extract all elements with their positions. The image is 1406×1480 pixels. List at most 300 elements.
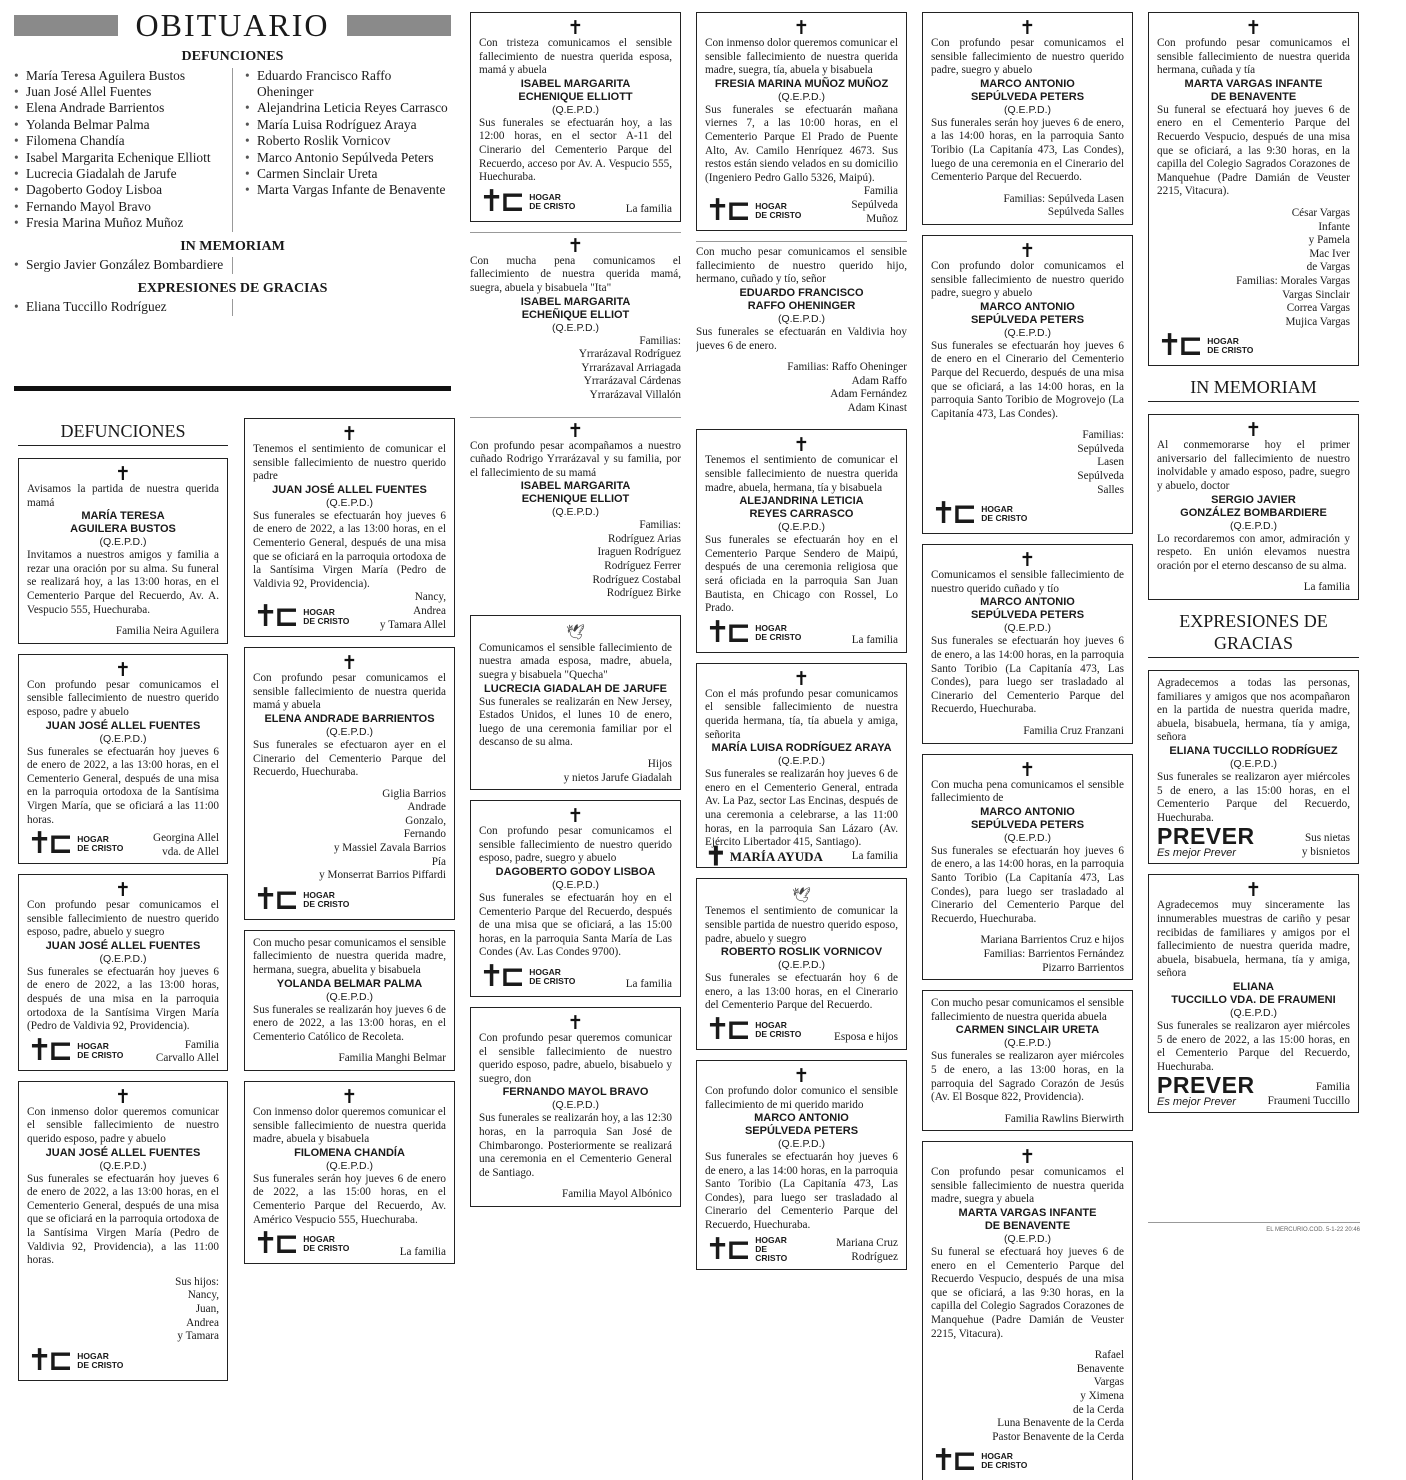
cross-icon: ✝ xyxy=(1019,239,1036,262)
index-item: • Dagoberto Godoy Lisboa xyxy=(14,182,232,198)
notice-intro: Con profundo pesar comunicamos el sensible fallecimiento de nuestro querido esposo, padre, abuelo y suegro xyxy=(27,899,219,939)
signature-line: Adam Raffo xyxy=(851,374,907,387)
deceased-name: AGUILERA BUSTOS xyxy=(70,523,176,536)
notice-intro: Con profundo pesar comunicamos el sensible fallecimiento de nuestra querida mamá y abuela xyxy=(253,672,446,712)
signature-line: Familias: Barrientos Fernández xyxy=(983,947,1124,960)
qepd-label: (Q.E.P.D.) xyxy=(325,496,374,509)
deceased-name: MARÍA LUISA RODRÍGUEZ ARAYA xyxy=(711,742,892,755)
index-item: • Sergio Javier González Bombardiere xyxy=(14,257,232,273)
index-item: • Yolanda Belmar Palma xyxy=(14,117,232,133)
signature-line: Pía xyxy=(431,855,446,868)
hogar-de-cristo-icon: ✝⊏ xyxy=(705,193,748,229)
notice-signature xyxy=(380,591,446,632)
deceased-name: ECHENIQUE ELLIOTT xyxy=(518,90,633,103)
notice-body: Sus funerales se efectuarán hoy jueves 6 de enero en el Cinerario del Cementerio Parque del Recuerdo, después de una misa que se oficiará, a las 14:00 horas, en la parroquia Santo Toribio de Mogrovejo (La Capitanía 473, Las Condes). xyxy=(931,339,1124,420)
signature-row xyxy=(27,826,219,862)
obituary-notice xyxy=(470,800,681,997)
notice-body: Sus funerales se realizarán hoy, a las 12:30 horas, en la parroquia San José de Chimbarongo. Posteriormente se realizará una ceremonia en el Cementerio General de Santiago. xyxy=(479,1112,672,1179)
hogar-de-cristo-icon: ✝⊏ xyxy=(1157,328,1200,364)
spacer xyxy=(27,617,219,625)
deceased-name: EDUARDO FRANCISCO xyxy=(739,286,864,299)
obituary-notice xyxy=(696,1060,907,1270)
signature-line: Rodríguez Costabal xyxy=(592,573,681,586)
cross-icon: ✝ xyxy=(1245,419,1262,442)
notice-signature xyxy=(931,193,1124,220)
signature-line: Carvallo Allel xyxy=(155,1052,219,1065)
index-item: • Isabel Margarita Echenique Elliott xyxy=(14,150,232,166)
index-item: • María Teresa Aguilera Bustos xyxy=(14,68,232,84)
hogar-de-cristo-text xyxy=(77,1352,123,1370)
notice-body: Sus funerales se efectuarán hoy jueves 6 de enero de 2022, a las 13:00 horas, después de una misa en la parroquia ortodoxa de la Santísima Virgen María (Pedro de Valdivia 92, Providencia). xyxy=(27,965,219,1033)
hogar-de-cristo-logo xyxy=(1157,328,1350,364)
spacer xyxy=(931,1105,1124,1113)
signature-line: Familias: Morales Vargas xyxy=(1236,274,1350,287)
deceased-name: FILOMENA CHANDÍA xyxy=(294,1146,405,1159)
notice-intro: Con el más profundo pesar comunicamos el sensible fallecimiento de nuestra querida hermana, tía, tía abuela y amiga, señorita xyxy=(705,687,898,741)
signature-line: Familias: Sepúlveda Lasen xyxy=(1003,192,1124,205)
column-3 xyxy=(470,12,681,1217)
signature-line: Sepúlveda xyxy=(1077,470,1124,483)
spacer xyxy=(1157,573,1350,581)
obituary-notice xyxy=(922,754,1133,981)
notice-body: Sus funerales se realizarán hoy jueves 6 de enero de 2022, a las 13:00 horas, en el Cementerio Católico de Recoleta. xyxy=(253,1003,446,1043)
spacer xyxy=(479,1180,672,1188)
index-gracias-heading: EXPRESIONES DE GRACIAS xyxy=(137,280,328,296)
obituary-notice xyxy=(696,878,907,1050)
hogar-de-cristo-text xyxy=(77,835,123,853)
qepd-label: (Q.E.P.D.) xyxy=(325,1159,374,1172)
deceased-name: MARÍA TERESA xyxy=(81,510,165,523)
deceased-name: MARCO ANTONIO xyxy=(980,805,1075,818)
logo-line: HOGAR xyxy=(755,622,787,633)
deceased-name: RAFFO OHENINGER xyxy=(747,299,856,312)
signature-line: Familia Mayol Albónico xyxy=(561,1188,672,1201)
cross-icon: ✝ xyxy=(1245,17,1262,39)
notice-intro: Con profundo pesar comunicamos el sensible fallecimiento de nuestro querido padre, suegro y abuelo xyxy=(931,37,1124,77)
notice-body: Su funeral se efectuará hoy jueves 6 de enero en el Cementerio Parque del Recuerdo Vespucio, después de una misa que se oficiará, a las 9:30 horas, en la capilla del Colegio Sagrados Corazones de Manquehue (Padre Damián de Veuster 2215, Vitacura). xyxy=(1157,103,1350,198)
notice-body: Sus funerales se realizarán en New Jersey, Estados Unidos, el lunes 10 de enero, luego de una ceremonia familiar por el descanso de su alma. xyxy=(479,695,672,749)
cross-icon: ✝ xyxy=(1019,17,1036,39)
logo-line: HOGAR xyxy=(981,1451,1013,1462)
spacer xyxy=(27,1268,219,1276)
logo-line: HOGAR xyxy=(755,201,787,212)
qepd-label: (Q.E.P.D.) xyxy=(1003,622,1052,635)
index-spacer xyxy=(232,257,450,273)
qepd-label: (Q.E.P.D.) xyxy=(99,952,147,965)
index-item: • Roberto Roslik Vornicov xyxy=(245,133,450,149)
signature-row xyxy=(479,960,672,992)
logo-line: HOGAR xyxy=(77,1040,109,1051)
crucifix-icon: ✝ xyxy=(705,841,727,869)
signature-line: Andrade xyxy=(407,801,446,814)
spacer xyxy=(696,353,907,361)
cross-icon: ✝ xyxy=(567,17,584,39)
cross-icon: ✝ xyxy=(115,879,131,902)
cross-icon: ✝ xyxy=(341,1086,358,1108)
signature-line: Yrrarázaval Arriagada xyxy=(581,361,681,374)
deceased-name: SERGIO JAVIER xyxy=(1211,493,1296,506)
logo-line: HOGAR xyxy=(981,504,1013,515)
signature-line: Correa Vargas xyxy=(1286,302,1350,315)
signature-line: y Tamara Allel xyxy=(379,618,446,631)
obituary-notice xyxy=(696,663,907,869)
hogar-de-cristo-icon: ✝⊏ xyxy=(931,496,974,532)
notice-body: Sus funerales se efectuarán hoy jueves 6 de enero, a las 14:00 horas, en la parroquia Santo Toribio (La Capitanía 473, Las Condes), para luego ser trasladado al Cinerario del Cementerio Parque del Recuerdo, Huechuraba. xyxy=(931,635,1124,716)
hogar-de-cristo-text xyxy=(755,202,801,220)
index-item: • Elena Andrade Barrientos xyxy=(14,100,232,116)
signature-line: Familias: xyxy=(639,334,681,347)
notice-intro: Con tristeza comunicamos el sensible fallecimiento de nuestra querida esposa, mamá y abuela xyxy=(479,37,672,77)
signature-line: y Massiel Zavala Barrios xyxy=(333,842,446,855)
notice-intro: Con profundo pesar comunicamos el sensible fallecimiento de nuestro querido esposo, padre y abuelo xyxy=(27,678,219,718)
notice-body: Lo recordaremos con amor, admiración y respeto. En unión elevamos nuestra oración por el eterno descanso de su alma. xyxy=(1157,532,1350,572)
column-2 xyxy=(244,418,455,1274)
hogar-de-cristo-text xyxy=(1207,337,1253,355)
notice-intro: Comunicamos el sensible fallecimiento de nuestro querido cuñado y tío xyxy=(931,569,1124,595)
logo-line: DE CRISTO xyxy=(981,1460,1028,1471)
deceased-name: JUAN JOSÉ ALLEL FUENTES xyxy=(45,1146,201,1159)
qepd-label: (Q.E.P.D.) xyxy=(1229,758,1278,770)
hogar-de-cristo-text xyxy=(755,624,801,642)
index-item: • Marco Antonio Sepúlveda Peters xyxy=(245,150,450,166)
obituary-notice xyxy=(244,930,455,1071)
logo-line: HOGAR xyxy=(755,1019,787,1030)
hogar-de-cristo-icon: ✝⊏ xyxy=(253,1226,296,1262)
notice-intro: Comunicamos el sensible fallecimiento de nuestra amada esposa, madre, abuela, suegra y bisabuela "Quecha" xyxy=(479,641,672,682)
notice-intro: Con inmenso dolor queremos comunicar el sensible fallecimiento de nuestro querido esposo, padre y abuelo xyxy=(27,1105,219,1146)
cross-icon: ✝ xyxy=(1019,549,1036,572)
hogar-de-cristo-logo xyxy=(479,183,576,219)
column-5 xyxy=(922,12,1133,1480)
hogar-de-cristo-logo xyxy=(253,881,446,917)
notice-signature xyxy=(1302,832,1350,859)
signature-line: Rafael xyxy=(1094,1349,1124,1362)
signature-line: Andrea xyxy=(413,604,446,617)
notice-intro: Tenemos el sentimiento de comunicar la sensible partida de nuestro querido esposo, padre, abuelo y suegro xyxy=(705,905,898,945)
index-memoriam-heading: IN MEMORIAM xyxy=(180,238,285,254)
hogar-de-cristo-icon: ✝⊏ xyxy=(705,1231,748,1267)
notice-body: Sus funerales se efectuarán mañana viernes 7, a las 10:00 horas, en el Cementerio Parque El Prado de Puente Alto, Av. Camilo Henríquez 4673. Sus restos están siendo velados en su domicilio (Ingeniero Pedro Gallo 5326, Maipú). xyxy=(705,103,898,184)
qepd-label: (Q.E.P.D.) xyxy=(777,959,826,972)
signature-line: Iraguen Rodríguez xyxy=(597,546,681,559)
signature-row xyxy=(705,1233,898,1265)
deceased-name: CARMEN SINCLAIR URETA xyxy=(955,1024,1100,1037)
spacer xyxy=(931,1341,1124,1349)
notice-body: Sus funerales se realizarán hoy jueves 6 de enero en el Cementerio General, entrada Av. La Paz, sector Las Encinas, después de una ceremonia a celebrarse, a las 11:00 horas, en la parroquia San Lázaro (Av. Ejército Libertador 415, Santiago). xyxy=(705,768,898,849)
signature-line: Esposa e hijos xyxy=(833,1031,898,1044)
notice-signature xyxy=(834,1031,898,1045)
signature-line: Andrea xyxy=(186,1316,219,1329)
header-rule xyxy=(14,386,451,391)
notice-signature xyxy=(27,1276,219,1344)
deceased-name: JUAN JOSÉ ALLEL FUENTES xyxy=(45,719,201,732)
signature-line: Sus nietas xyxy=(1304,832,1350,845)
notice-intro: Al conmemorarse hoy el primer aniversario del fallecimiento de nuestro inolvidable y amado esposo, padre, suegro y abuelo, doctor xyxy=(1157,439,1350,493)
column-1 xyxy=(18,420,228,1391)
notice-signature xyxy=(931,725,1124,739)
hogar-de-cristo-icon: ✝⊏ xyxy=(253,599,296,635)
logo-line: DE CRISTO xyxy=(755,631,802,642)
signature-line: Salles xyxy=(1097,483,1124,496)
obituary-notice xyxy=(18,874,228,1071)
cross-icon: ✝ xyxy=(1019,758,1036,781)
logo-line: HOGAR xyxy=(529,191,561,202)
qepd-label: (Q.E.P.D.) xyxy=(325,990,374,1003)
signature-line: Familias: xyxy=(1082,429,1124,442)
cross-icon: ✝ xyxy=(1019,1146,1036,1169)
signature-line: Mac Iver xyxy=(1309,247,1350,260)
obituary-notice xyxy=(470,232,681,407)
hogar-de-cristo-icon: ✝⊏ xyxy=(27,1032,70,1068)
qepd-label: (Q.E.P.D.) xyxy=(1003,831,1052,844)
deceased-name: DE BENAVENTE xyxy=(1210,90,1297,103)
logo-line: DE CRISTO xyxy=(77,1359,124,1370)
hogar-de-cristo-text xyxy=(303,1235,349,1253)
notice-intro: Con profundo dolor comunicamos el sensible fallecimiento de nuestro querido padre, suegro y abuelo xyxy=(931,259,1124,300)
obituary-notice xyxy=(696,241,907,419)
qepd-label: (Q.E.P.D.) xyxy=(777,521,826,534)
cross-icon: ✝ xyxy=(341,423,358,445)
obituary-notice xyxy=(470,417,681,605)
deceased-name: LUCRECIA GIADALAH DE JARUFE xyxy=(484,682,667,695)
signature-line: Familia xyxy=(1315,1081,1350,1094)
obituary-notice xyxy=(922,12,1133,225)
notice-signature xyxy=(851,185,898,226)
cross-icon: ✝ xyxy=(567,419,584,442)
notice-signature xyxy=(931,1349,1124,1444)
cross-icon: ✝ xyxy=(793,434,810,457)
notice-intro: Agradecemos muy sinceramente las innumerables muestras de cariño y pesar recibidas de familiares y amigos por el fallecimiento de nuestra querida madre, abuela, bisabuela, hermana, tía y amiga, señora xyxy=(1157,899,1350,980)
prever-tagline: Es mejor Prever xyxy=(1157,1096,1236,1109)
section-heading-defunciones: DEFUNCIONES xyxy=(18,420,228,446)
cross-icon: ✝ xyxy=(341,652,358,675)
deceased-name: SEPÚLVEDA PETERS xyxy=(970,818,1085,831)
signature-line: Vargas xyxy=(1093,1376,1124,1389)
notice-signature xyxy=(795,1237,898,1264)
notice-signature xyxy=(931,934,1124,975)
logo-line: HOGAR xyxy=(77,834,109,845)
spacer xyxy=(479,750,672,758)
footer-code: EL MERCURIO.COD. 5-1-22 20:46 xyxy=(1148,1222,1360,1238)
notice-signature xyxy=(1157,207,1350,329)
deceased-name: MARCO ANTONIO xyxy=(980,300,1075,313)
signature-line: La familia xyxy=(851,634,898,647)
signature-line: Pizarro Barrientos xyxy=(1042,961,1124,974)
logo-line: DE CRISTO xyxy=(529,200,576,211)
signature-row xyxy=(705,841,898,869)
title-bar-left xyxy=(14,15,118,36)
hogar-de-cristo-logo xyxy=(253,599,350,635)
notice-intro: Con mucho pesar comunicamos el sensible fallecimiento de nuestra querida abuela xyxy=(931,997,1124,1023)
qepd-label: (Q.E.P.D.) xyxy=(551,1099,600,1112)
qepd-label: (Q.E.P.D.) xyxy=(99,1159,147,1172)
hogar-de-cristo-logo xyxy=(27,826,124,862)
title-bar-right xyxy=(347,15,451,36)
qepd-label: (Q.E.P.D.) xyxy=(777,755,826,768)
signature-line: Infante xyxy=(1318,220,1350,233)
deceased-name: ECHENIQUE ELLIOT xyxy=(521,493,630,506)
qepd-label: (Q.E.P.D.) xyxy=(1003,326,1052,339)
index-item: • María Luisa Rodríguez Araya xyxy=(245,117,450,133)
signature-row xyxy=(1157,1074,1350,1108)
signature-line: Rodríguez Birke xyxy=(606,587,681,600)
notice-intro: Agradecemos a todas las personas, familiares y amigos que nos acompañaron en la partida de nuestra querida madre, abuela, bisabuela, hermana, tía y amiga, señora xyxy=(1157,677,1350,744)
deceased-name: SEPÚLVEDA PETERS xyxy=(970,313,1085,326)
deceased-name: YOLANDA BELMAR PALMA xyxy=(276,977,423,990)
notice-body: Invitamos a nuestros amigos y familia a rezar una oración por su alma. Su funeral se realizará hoy, a las 13:00 horas, en el Cementerio Parque del Recuerdo, Av. A. Vespucio 555, Huechuraba. xyxy=(27,549,219,616)
signature-line: y nietos Jarufe Giadalah xyxy=(563,771,672,784)
notice-intro: Tenemos el sentimiento de comunicar el sensible fallecimiento de nuestro querido padre xyxy=(253,443,446,483)
signature-line: Familias: xyxy=(639,519,681,532)
notice-intro: Con profundo pesar comunicamos el sensible fallecimiento de nuestra querida madre, suegra y abuela xyxy=(931,1166,1124,1206)
signature-line: Nancy, xyxy=(187,1289,219,1302)
hogar-de-cristo-icon: ✝⊏ xyxy=(705,1011,748,1047)
cross-icon: ✝ xyxy=(567,234,584,257)
notice-signature xyxy=(27,625,219,639)
notice-signature xyxy=(479,758,672,785)
logo-line: DE CRISTO xyxy=(755,1244,788,1264)
spacer xyxy=(931,926,1124,934)
signature-line: La familia xyxy=(625,203,672,216)
logo-line: HOGAR xyxy=(77,1350,109,1361)
signature-line: Familias: Raffo Oheninger xyxy=(787,361,907,374)
obituary-header xyxy=(14,8,451,316)
spacer xyxy=(253,1044,446,1052)
signature-line: Rodríguez Arias xyxy=(607,532,681,545)
notice-signature xyxy=(400,1246,446,1260)
qepd-label: (Q.E.P.D.) xyxy=(777,312,826,325)
cross-icon: ✝ xyxy=(793,1064,810,1087)
qepd-label: (Q.E.P.D.) xyxy=(99,536,147,549)
obituary-notice xyxy=(18,1081,228,1381)
signature-line: La familia xyxy=(851,849,898,862)
deceased-name: GONZÁLEZ BOMBARDIERE xyxy=(1180,506,1327,519)
spacer xyxy=(931,421,1124,429)
cross-icon: ✝ xyxy=(567,1011,584,1034)
notice-signature xyxy=(156,1039,219,1066)
deceased-name: ECHEÑIQUE ELLIOT xyxy=(521,308,630,321)
hogar-de-cristo-text xyxy=(529,193,575,211)
deceased-name: ISABEL MARGARITA xyxy=(520,480,631,493)
signature-line: Mariana Barrientos Cruz e hijos xyxy=(980,934,1124,947)
notice-body: Sus funerales se realizaron ayer miércoles 5 de enero, a las 15:00 horas, en el Cementerio Parque del Recuerdo, Huechuraba. xyxy=(1157,771,1350,824)
signature-line: La familia xyxy=(1303,581,1350,594)
cross-icon: ✝ xyxy=(115,463,131,485)
cross-icon: ✝ xyxy=(793,667,810,690)
logo-line: HOGAR xyxy=(303,889,335,900)
notice-intro: Con mucho pesar comunicamos el sensible fallecimiento de nuestro querido hijo, hermano, cuñado y tío, señor xyxy=(696,246,907,286)
qepd-label: (Q.E.P.D.) xyxy=(1229,519,1278,532)
notice-body: Sus funerales se realizaron ayer miércoles 5 de enero, a las 13:00 horas, en la parroquia del Sagrado Corazón de Jesús (Av. El Bosque 822, Providencia). xyxy=(931,1050,1124,1104)
spacer xyxy=(931,717,1124,725)
signature-line: Familia Neira Aguilera xyxy=(115,625,219,638)
hogar-de-cristo-icon: ✝⊏ xyxy=(479,958,522,994)
signature-line: La familia xyxy=(625,978,672,991)
cross-icon: ✝ xyxy=(115,658,131,681)
spacer xyxy=(931,185,1124,193)
signature-line: Nancy, xyxy=(414,591,446,604)
notice-signature xyxy=(470,335,681,403)
deceased-name: ELIANA xyxy=(1233,980,1274,993)
logo-line: HOGAR xyxy=(303,1234,335,1245)
cross-icon: ✝ xyxy=(567,805,584,828)
qepd-label: (Q.E.P.D.) xyxy=(1229,1006,1278,1019)
hogar-de-cristo-text xyxy=(981,1452,1027,1470)
deceased-name: ROBERTO ROSLIK VORNICOV xyxy=(720,946,883,959)
deceased-name: MARTA VARGAS INFANTE xyxy=(958,1207,1097,1220)
obituary-notice xyxy=(922,544,1133,743)
prever-logo xyxy=(1157,1074,1255,1108)
deceased-name: FERNANDO MAYOL BRAVO xyxy=(502,1086,649,1099)
notice-body: Sus funerales se efectuarán en Valdivia hoy jueves 6 de enero. xyxy=(696,325,907,352)
dove-icon: 🕊 xyxy=(565,622,586,641)
logo-line: DE CRISTO xyxy=(303,1243,350,1254)
obituary-notice xyxy=(922,990,1133,1131)
notice-signature xyxy=(626,203,672,217)
signature-line: y Tamara xyxy=(177,1330,219,1343)
index-item: • Eliana Tuccillo Rodríguez xyxy=(14,299,232,315)
deceased-name: MARCO ANTONIO xyxy=(980,77,1075,90)
signature-line: Juan, xyxy=(195,1302,219,1315)
signature-row xyxy=(705,185,898,229)
signature-line: y Pamela xyxy=(1308,234,1350,247)
qepd-label: (Q.E.P.D.) xyxy=(99,732,147,745)
signature-line: Sepúlveda Salles xyxy=(1047,206,1124,219)
obituary-notice xyxy=(244,418,455,637)
signature-line: Fernando xyxy=(403,828,446,841)
logo-line: DE CRISTO xyxy=(303,898,350,909)
index-item: • Juan José Allel Fuentes xyxy=(14,84,232,100)
deceased-name: FRESIA MARINA MUÑOZ MUÑOZ xyxy=(714,77,889,90)
hogar-de-cristo-logo xyxy=(27,1342,219,1378)
notice-intro: Tenemos el sentimiento de comunicar el sensible fallecimiento de nuestra querida madre, abuela, hermana, tía y bisabuela xyxy=(705,454,898,494)
signature-line: Pastor Benavente de la Cerda xyxy=(992,1430,1124,1443)
signature-line: de la Cerda xyxy=(1073,1403,1124,1416)
hogar-de-cristo-logo xyxy=(705,193,802,229)
notice-signature xyxy=(696,361,907,415)
qepd-label: (Q.E.P.D.) xyxy=(1003,1037,1052,1050)
hogar-de-cristo-text xyxy=(981,505,1027,523)
column-4 xyxy=(696,12,907,1280)
signature-row xyxy=(253,1226,446,1262)
spacer xyxy=(253,780,446,788)
obituary-notice xyxy=(470,1007,681,1207)
notice-signature xyxy=(852,850,898,864)
logo-line: DE CRISTO xyxy=(529,975,576,986)
index-item: • Eduardo Francisco Raffo Oheninger xyxy=(245,68,450,101)
notice-signature xyxy=(931,429,1124,497)
notice-intro: Con mucha pena comunicamos el sensible fallecimiento de xyxy=(931,778,1124,805)
hogar-de-cristo-text xyxy=(529,968,575,986)
signature-line: Familia Cruz Franzani xyxy=(1023,725,1124,737)
obituary-notice xyxy=(696,429,907,652)
hogar-de-cristo-logo xyxy=(253,1226,350,1262)
notice-signature xyxy=(479,1188,672,1202)
obituary-notice xyxy=(1148,12,1359,366)
signature-line: Adam Fernández xyxy=(830,388,907,401)
hogar-de-cristo-text xyxy=(755,1236,794,1263)
page-title: OBITUARIO xyxy=(135,7,330,43)
signature-line: Fraumeni Tuccillo xyxy=(1267,1094,1350,1107)
notice-signature xyxy=(931,1113,1124,1127)
notice-body: Sus funerales se efectuarán hoy jueves 6 de enero, a las 14:00 horas, en la parroquia Santo Toribio (La Capitanía 473, Las Condes), para luego ser trasladado al Cinerario del Cementerio Parque del Recuerdo, Huechuraba. xyxy=(931,844,1124,925)
cross-icon: ✝ xyxy=(115,1085,131,1108)
signature-line: Muñoz xyxy=(866,212,898,225)
notice-body: Sus funerales se efectuarán hoy en el Cementerio Parque Sendero de Maipú, después de una ceremonia religiosa que será oficiada en la parroquia San Juan Bautista, en Chicago con Rossel, Lo Prado. xyxy=(705,534,898,615)
signature-line: Hijos xyxy=(647,758,672,770)
deceased-name: ALEJANDRINA LETICIA xyxy=(739,495,864,508)
qepd-label: (Q.E.P.D.) xyxy=(551,103,600,116)
